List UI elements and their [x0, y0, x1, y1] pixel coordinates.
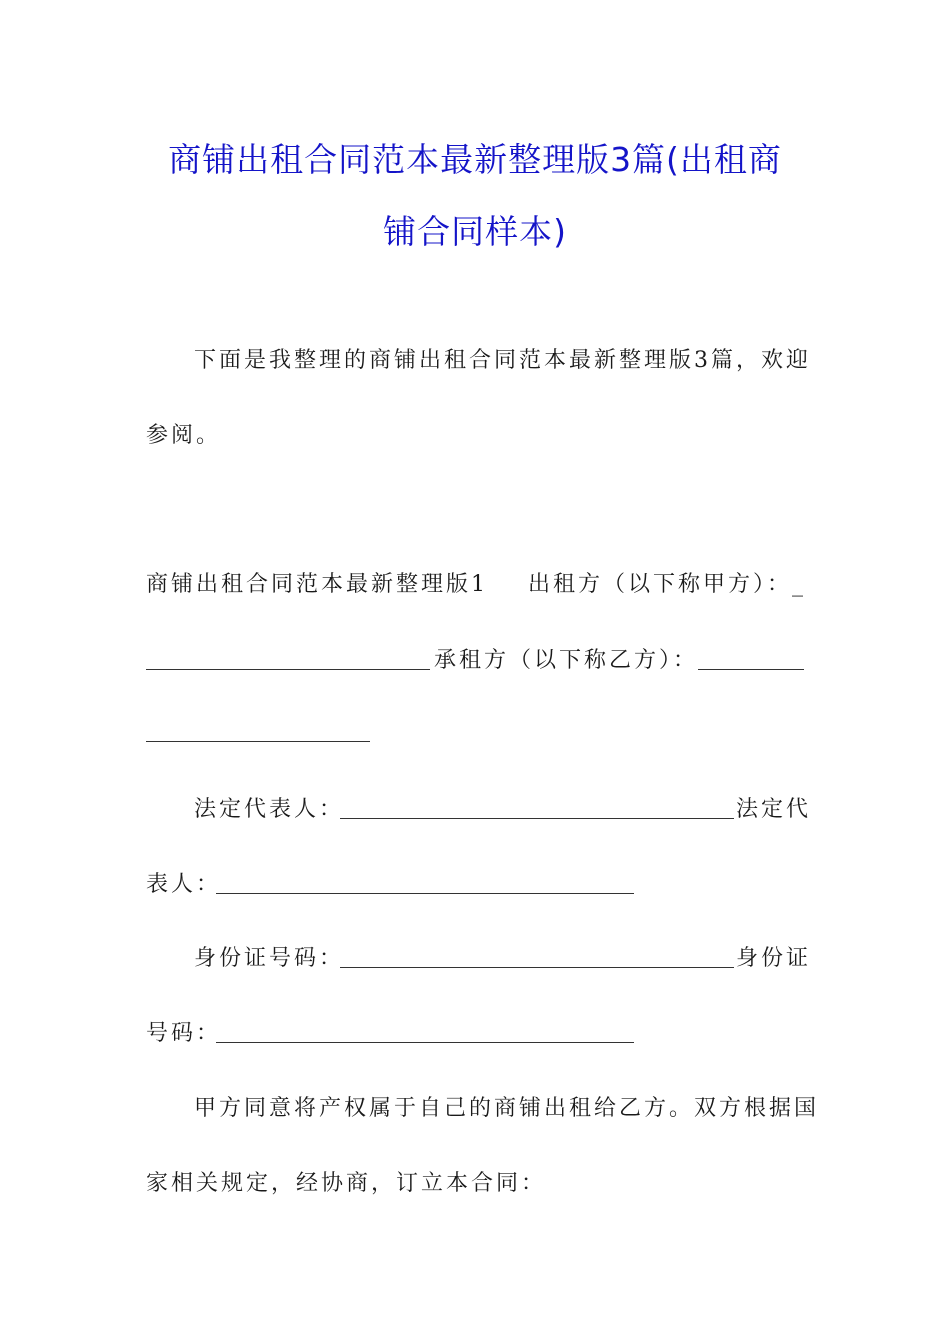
agreement-paragraph-line-2: 家相关规定，经协商，订立本合同：: [146, 1171, 547, 1196]
lessor-label: 出租方（以下称甲方）：_: [528, 572, 807, 597]
document-title-line-1: 商铺出租合同范本最新整理版3篇(出租商: [168, 140, 782, 179]
agreement-paragraph-line-1: 甲方同意将产权属于自己的商铺出租给乙方。双方根据国: [194, 1096, 820, 1121]
id-number-label-2: 身份证: [736, 946, 812, 971]
intro-paragraph-line-2: 参阅。: [146, 423, 222, 448]
lessee-blank: [698, 669, 804, 670]
id-number-label-2-cont: 号码：: [146, 1021, 222, 1046]
id-number-blank-2: [216, 1042, 634, 1043]
legal-rep-label-2-cont: 表人：: [146, 872, 222, 897]
id-number-label: 身份证号码：: [194, 946, 345, 971]
lessee-blank-continued: [146, 741, 370, 742]
intro-paragraph-line-1: 下面是我整理的商铺出租合同范本最新整理版3篇，欢迎: [194, 348, 811, 373]
legal-rep-label-2: 法定代: [736, 797, 812, 822]
document-title-line-2: 铺合同样本): [383, 212, 567, 251]
lessee-label: 承租方（以下称乙方）：: [434, 648, 699, 673]
legal-rep-blank-1: [340, 818, 734, 819]
id-number-blank-1: [340, 967, 734, 968]
lessor-blank: [146, 669, 430, 670]
legal-rep-label: 法定代表人：: [194, 797, 345, 822]
legal-rep-blank-2: [216, 893, 634, 894]
section-heading: 商铺出租合同范本最新整理版1: [146, 572, 488, 597]
